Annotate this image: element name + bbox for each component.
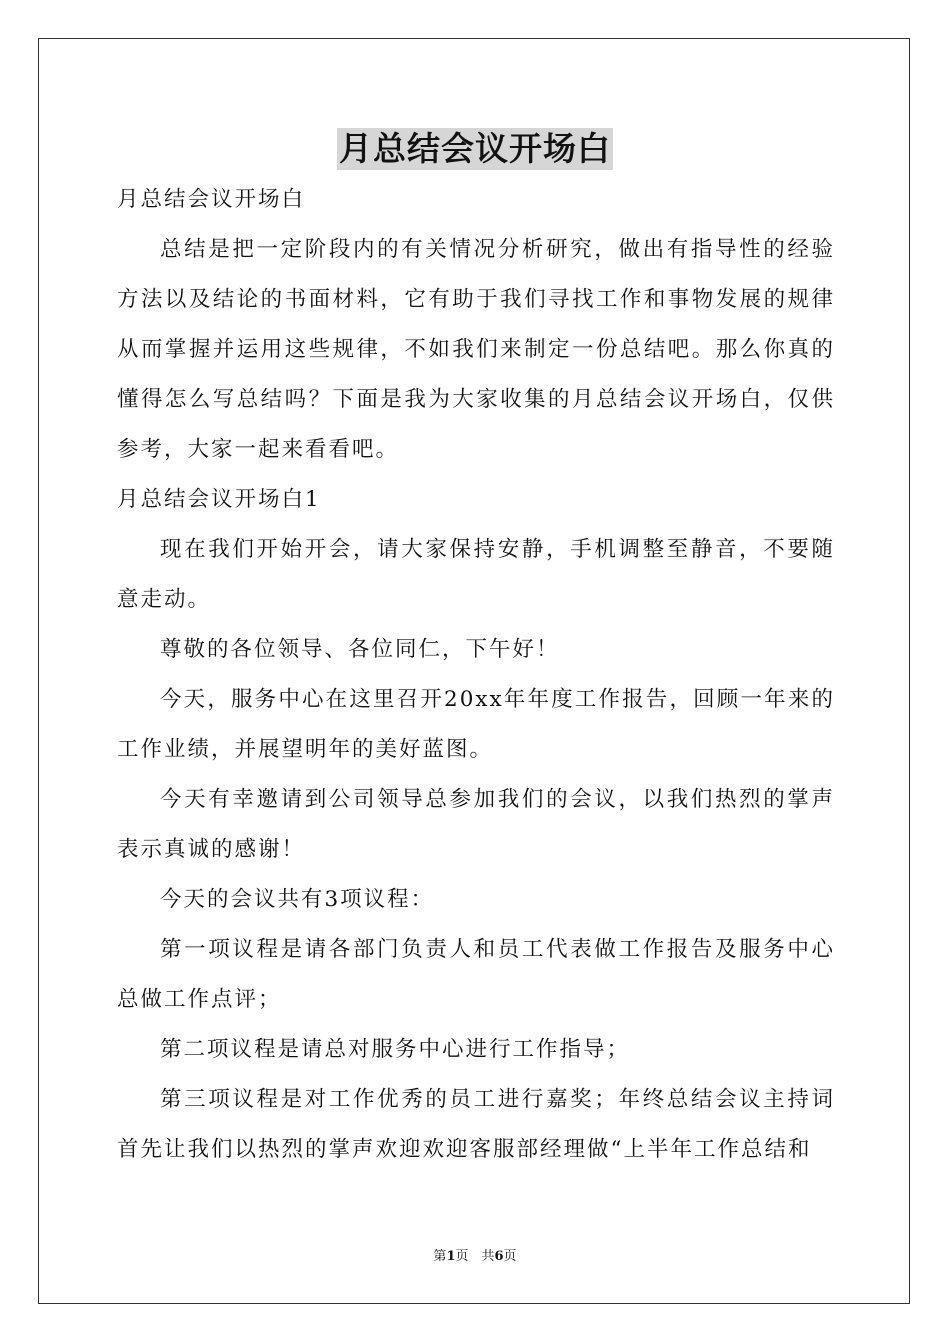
page-footer	[0, 1248, 950, 1266]
body-paragraph: 尊敬的各位领导、各位同仁，下午好！	[160, 637, 560, 662]
page-suffix: 页	[503, 1249, 517, 1264]
total-pages-number: 6	[494, 1249, 504, 1264]
body-paragraph: 今天的会议共有3项议程：	[160, 887, 435, 912]
section-heading: 月总结会议开场白1	[117, 487, 321, 512]
body-paragraph: 第二项议程是请总对服务中心进行工作指导；	[160, 1037, 631, 1062]
body-paragraph: 现在我们开始开会，请大家保持安静，手机调整至静音，不要随意走动。	[117, 537, 835, 612]
body-paragraph: 今天有幸邀请到公司领导总参加我们的会议，以我们热烈的掌声表示真诚的感谢！	[117, 787, 835, 862]
body-paragraph: 今天，服务中心在这里召开20xx年年度工作报告，回顾一年来的工作业绩，并展望明年的美好蓝图。	[117, 687, 835, 762]
page-prefix: 第	[433, 1249, 447, 1264]
page-mid: 页 共	[455, 1249, 495, 1264]
current-page-number: 1	[446, 1249, 456, 1264]
body-paragraph: 第一项议程是请各部门负责人和员工代表做工作报告及服务中心总做工作点评；	[117, 937, 835, 1012]
subtitle-paragraph: 月总结会议开场白	[117, 187, 306, 212]
title-container	[0, 128, 950, 170]
document-title: 月总结会议开场白	[339, 129, 611, 168]
document-body	[117, 175, 835, 1175]
body-paragraph: 第三项议程是对工作优秀的员工进行嘉奖；年终总结会议主持词首先让我们以热烈的掌声欢迎欢迎客服部经理做“上半年工作总结和	[117, 1087, 835, 1162]
intro-paragraph: 总结是把一定阶段内的有关情况分析研究，做出有指导性的经验方法以及结论的书面材料，它有助于我们寻找工作和事物发展的规律从而掌握并运用这些规律，不如我们来制定一份总结吧。那么你真的懂得怎么写总结吗？下面是我为大家收集的月总结会议开场白，仅供参考，大家一起来看看吧。	[117, 237, 835, 462]
